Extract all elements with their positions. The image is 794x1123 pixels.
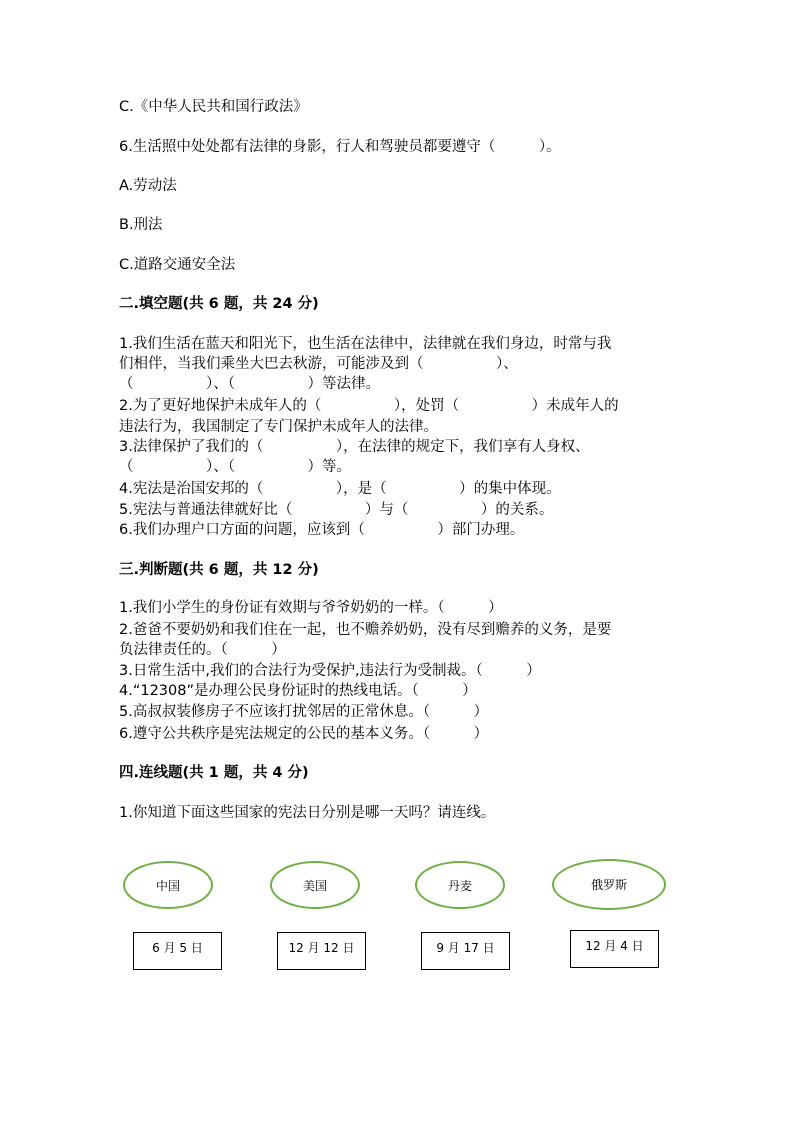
fill-line: 5.宪法与普通法律就好比（ ）与（ ）的关系。 <box>119 502 554 518</box>
fill-line: （ ）、（ ）等法律。 <box>119 376 380 392</box>
option-q6-a: A.劳动法 <box>119 178 177 194</box>
country-ellipse-usa: 美国 <box>270 861 360 909</box>
section-4-title: 四.连线题(共 1 题，共 4 分) <box>119 765 309 781</box>
option-q6-c: C.道路交通安全法 <box>119 257 236 273</box>
judge-line: 负法律责任的。（ ） <box>119 642 286 658</box>
option-q6-b: B.刑法 <box>119 217 163 233</box>
fill-line: （ ）、（ ）等。 <box>119 459 351 475</box>
question-6-stem: 6.生活照中处处都有法律的身影，行人和驾驶员都要遵守（ ）。 <box>119 139 561 155</box>
country-ellipse-russia: 俄罗斯 <box>552 859 666 910</box>
date-box-dec-12: 12 月 12 日 <box>277 932 366 970</box>
option-q5-c: C.《中华人民共和国行政法》 <box>119 99 308 115</box>
country-ellipse-denmark: 丹麦 <box>415 861 505 909</box>
section-3-title: 三.判断题(共 6 题，共 12 分) <box>119 562 319 578</box>
fill-line: 6.我们办理户口方面的问题，应该到（ ）部门办理。 <box>119 522 525 538</box>
fill-line: 们相伴，当我们乘坐大巴去秋游，可能涉及到（ ）、 <box>119 356 518 372</box>
date-box-sep-17: 9 月 17 日 <box>421 932 510 970</box>
fill-line: 4.宪法是治国安邦的（ ），是（ ）的集中体现。 <box>119 481 561 497</box>
judge-line: 5.高叔叔装修房子不应该打扰邻居的正常休息。（ ） <box>119 704 489 720</box>
fill-line: 2.为了更好地保护未成年人的（ ），处罚（ ）未成年人的 <box>119 398 619 414</box>
country-ellipse-china: 中国 <box>123 861 213 909</box>
fill-line: 违法行为，我国制定了专门保护未成年人的法律。 <box>119 419 438 435</box>
matching-question: 1.你知道下面这些国家的宪法日分别是哪一天吗？请连线。 <box>119 805 496 821</box>
date-box-jun-5: 6 月 5 日 <box>133 932 222 970</box>
judge-line: 4.“12308”是办理公民身份证时的热线电话。（ ） <box>119 683 477 699</box>
judge-line: 3.日常生活中,我们的合法行为受保护,违法行为受制裁。（ ） <box>119 663 541 679</box>
section-2-title: 二.填空题(共 6 题，共 24 分) <box>119 296 319 312</box>
judge-line: 6.遵守公共秩序是宪法规定的公民的基本义务。（ ） <box>119 726 489 742</box>
fill-line: 1.我们生活在蓝天和阳光下，也生活在法律中，法律就在我们身边，时常与我 <box>119 336 612 352</box>
fill-line: 3.法律保护了我们的（ ），在法律的规定下，我们享有人身权、 <box>119 439 590 455</box>
judge-line: 1.我们小学生的身份证有效期与爷爷奶奶的一样。（ ） <box>119 600 503 616</box>
date-box-dec-4: 12 月 4 日 <box>570 930 659 968</box>
judge-line: 2.爸爸不要奶奶和我们住在一起，也不赡养奶奶，没有尽到赡养的义务，是要 <box>119 622 612 638</box>
